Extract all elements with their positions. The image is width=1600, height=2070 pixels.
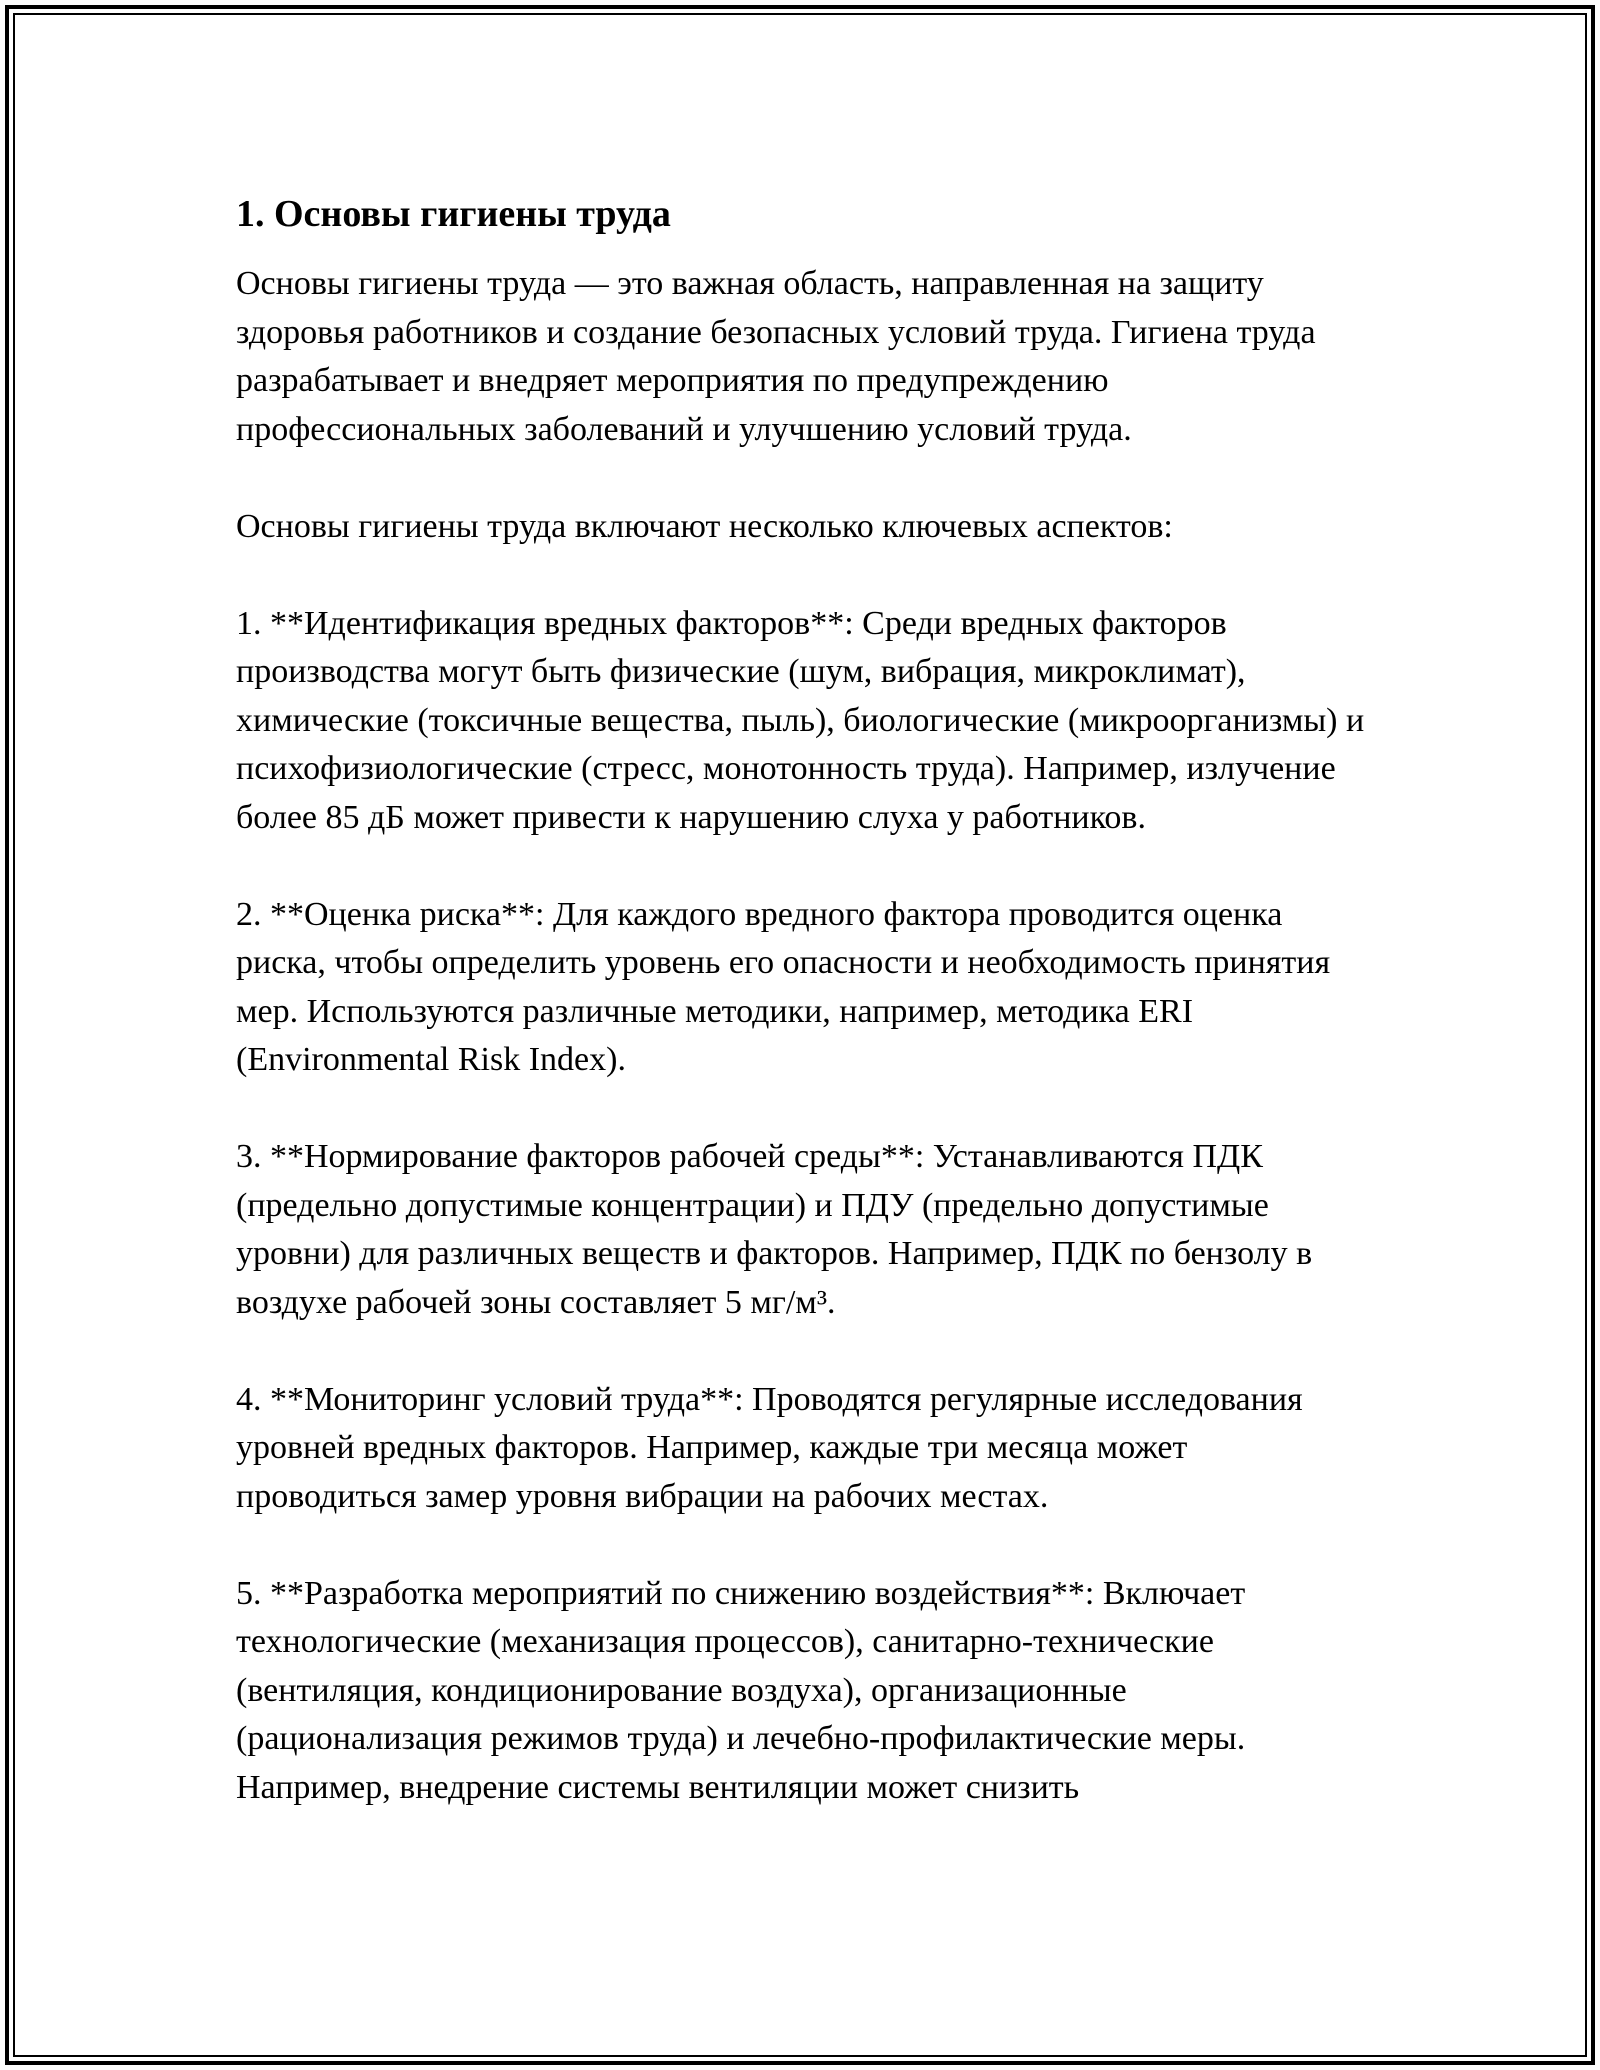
document-body	[236, 188, 1376, 1812]
section-heading: 1. Основы гигиены труда	[236, 193, 671, 235]
intro-paragraph: Основы гигиены труда — это важная область, направленная на защиту здоровья работников и создание безопасных условий труда. Гигиена труда разрабатывает и внедряет мероприятия по предупреждению профессиональных заболеваний и улучшению условий труда.	[236, 265, 1316, 448]
list-item-risk-assessment: 2. **Оценка риска**: Для каждого вредного фактора проводится оценка риска, чтобы определить уровень его опасности и необходимость принятия мер. Используются различные методики, например, методика ERI (Environmental Risk Index).	[236, 895, 1331, 1078]
list-item-monitoring: 4. **Мониторинг условий труда**: Проводятся регулярные исследования уровней вредных факторов. Например, каждые три месяца может проводиться замер уровня вибрации на рабочих местах.	[236, 1380, 1303, 1515]
list-item-hazard-identification: 1. **Идентификация вредных факторов**: Среди вредных факторов производства могут быть физические (шум, вибрация, микроклимат), химические (токсичные вещества, пыль), биологические (микроорганизмы) и психофизиологические (стресс, монотонность труда). Например, излучение более 85 дБ может привести к нарушению слуха у работников.	[236, 604, 1365, 836]
list-item-standardization: 3. **Нормирование факторов рабочей среды**: Устанавливаются ПДК (предельно допустимые концентрации) и ПДУ (предельно допустимые уровни) для различных веществ и факторов. Например, ПДК по бензолу в воздухе рабочей зоны составляет 5 мг/м³.	[236, 1138, 1313, 1321]
aspects-lead-paragraph: Основы гигиены труда включают несколько ключевых аспектов:	[236, 507, 1173, 545]
list-item-mitigation-measures: 5. **Разработка мероприятий по снижению воздействия**: Включает технологические (механизация процессов), санитарно-технические (вентиляция, кондиционирование воздуха), организационные (рационализация режимов труда) и лечебно-профилактические меры. Например, внедрение системы вентиляции может снизить	[236, 1574, 1246, 1806]
